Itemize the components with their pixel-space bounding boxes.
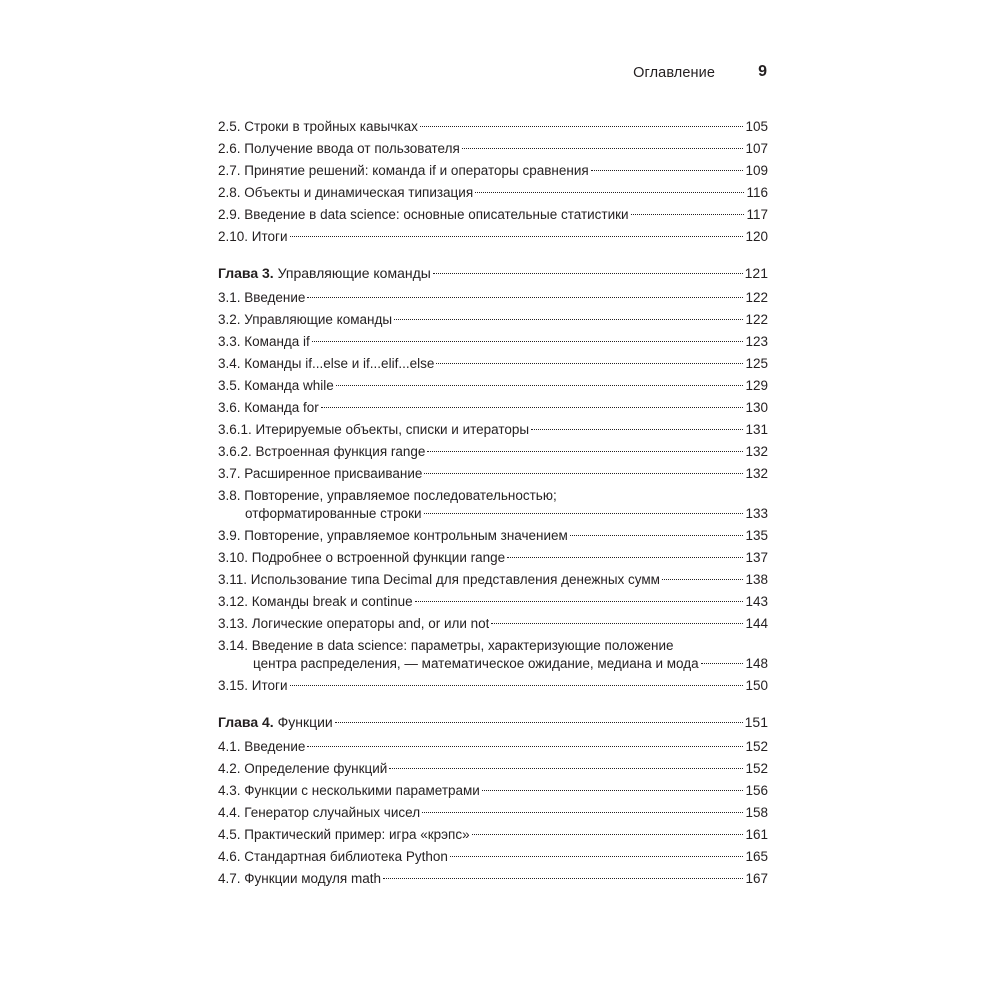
dot-leader xyxy=(415,601,744,602)
toc-entry-line xyxy=(218,525,768,547)
toc-entry-number: 2.9. xyxy=(218,207,241,222)
toc-chapter-entry[interactable] xyxy=(218,711,768,733)
dot-leader xyxy=(531,429,743,430)
toc-entry-page: 131 xyxy=(745,422,768,437)
toc-entry-page: 161 xyxy=(745,827,768,842)
toc-entry-number: 2.5. xyxy=(218,119,241,134)
dot-leader xyxy=(335,722,743,723)
toc-section-entry[interactable] xyxy=(218,846,768,868)
dot-leader xyxy=(436,363,743,364)
toc-entry-number: 3.4. xyxy=(218,356,241,371)
toc-entry-page: 107 xyxy=(745,141,768,156)
toc-entry-line xyxy=(218,375,768,397)
toc-entry-line xyxy=(218,637,768,655)
toc-entry-title: Расширенное присваивание xyxy=(244,466,423,481)
toc-entry-page: 116 xyxy=(746,185,768,200)
toc-section-entry[interactable] xyxy=(218,758,768,780)
toc-entry-page: 122 xyxy=(745,312,768,327)
toc-entry-number: 3.9. xyxy=(218,528,241,543)
toc-section-entry[interactable] xyxy=(218,160,768,182)
toc-entry-title: Функции xyxy=(277,714,333,730)
toc-entry-title: Повторение, управляемое последовательностью; xyxy=(244,488,557,503)
toc-section-entry[interactable] xyxy=(218,569,768,591)
dot-leader xyxy=(321,407,744,408)
toc-section-entry[interactable] xyxy=(218,226,768,248)
toc-entry-title: Введение xyxy=(244,739,306,754)
toc-entry-number: 3.5. xyxy=(218,378,241,393)
table-of-contents xyxy=(218,116,768,890)
toc-entry-title: Стандартная библиотека Python xyxy=(244,849,448,864)
toc-entry-number: 3.2. xyxy=(218,312,241,327)
toc-entry-page: 132 xyxy=(745,444,768,459)
toc-section-entry[interactable] xyxy=(218,116,768,138)
toc-entry-line xyxy=(218,547,768,569)
toc-entry-page: 165 xyxy=(745,849,768,864)
dot-leader xyxy=(307,746,743,747)
toc-entry-number: 3.12. xyxy=(218,594,249,609)
toc-entry-page: 152 xyxy=(745,739,768,754)
toc-entry-page: 133 xyxy=(745,506,768,521)
dot-leader xyxy=(389,768,743,769)
toc-entry-page: 151 xyxy=(744,714,768,730)
dot-leader xyxy=(462,148,744,149)
toc-entry-title: Итоги xyxy=(251,678,288,693)
running-title: Оглавление xyxy=(633,65,715,81)
toc-entry-page: 152 xyxy=(745,761,768,776)
toc-entry-title: Подробнее о встроенной функции range xyxy=(251,550,506,565)
toc-entry-number: 3.14. xyxy=(218,638,249,653)
toc-entry-title: Принятие решений: команда if и операторы сравнения xyxy=(244,163,589,178)
toc-entry-title: Команды if...else и if...elif...else xyxy=(244,356,435,371)
dot-leader xyxy=(336,385,744,386)
toc-entry-line xyxy=(218,824,768,846)
toc-entry-page: 150 xyxy=(745,678,768,693)
dot-leader xyxy=(450,856,744,857)
toc-entry-number: 4.6. xyxy=(218,849,241,864)
toc-entry-line xyxy=(218,780,768,802)
toc-entry-line xyxy=(218,138,768,160)
toc-subsection-entry[interactable] xyxy=(218,419,768,441)
dot-leader xyxy=(424,513,744,514)
toc-entry-number: 2.10. xyxy=(218,229,249,244)
toc-entry-line xyxy=(218,262,768,284)
toc-entry-title: Встроенная функция range xyxy=(255,444,426,459)
dot-leader xyxy=(472,834,744,835)
toc-entry-line xyxy=(218,505,768,523)
toc-section-entry[interactable] xyxy=(218,802,768,824)
toc-entry-title: Получение ввода от пользователя xyxy=(244,141,460,156)
toc-section-entry[interactable] xyxy=(218,824,768,846)
toc-entry-line xyxy=(218,287,768,309)
dot-leader xyxy=(427,451,743,452)
toc-entry-title: Строки в тройных кавычках xyxy=(244,119,418,134)
page-header xyxy=(0,63,1000,85)
toc-entry-page: 167 xyxy=(745,871,768,886)
toc-entry-page: 132 xyxy=(745,466,768,481)
toc-entry-number: 3.7. xyxy=(218,466,241,481)
toc-entry-page: 120 xyxy=(745,229,768,244)
toc-entry-title: Команда if xyxy=(244,334,310,349)
toc-section-entry[interactable] xyxy=(218,547,768,569)
toc-entry-line xyxy=(218,846,768,868)
toc-entry-line xyxy=(218,419,768,441)
toc-entry-page: 117 xyxy=(746,207,768,222)
toc-entry-line xyxy=(218,441,768,463)
toc-entry-line xyxy=(218,182,768,204)
toc-section-entry[interactable] xyxy=(218,331,768,353)
toc-section-entry[interactable] xyxy=(218,525,768,547)
toc-entry-line xyxy=(218,309,768,331)
toc-subsection-entry[interactable] xyxy=(218,441,768,463)
toc-entry-number: 3.3. xyxy=(218,334,241,349)
toc-section-entry[interactable] xyxy=(218,463,768,485)
toc-entry-line xyxy=(218,204,768,226)
toc-entry-number: 4.3. xyxy=(218,783,241,798)
toc-chapter-entry[interactable] xyxy=(218,262,768,284)
toc-entry-title: Генератор случайных чисел xyxy=(244,805,421,820)
toc-entry-line xyxy=(218,758,768,780)
dot-leader xyxy=(570,535,744,536)
toc-section-entry[interactable] xyxy=(218,204,768,226)
toc-entry-title: Практический пример: игра «крэпс» xyxy=(244,827,470,842)
page-number: 9 xyxy=(758,63,767,80)
toc-entry-line xyxy=(218,487,768,505)
toc-entry-line xyxy=(218,353,768,375)
toc-section-entry[interactable] xyxy=(218,182,768,204)
toc-entry-number: 4.2. xyxy=(218,761,241,776)
toc-entry-number: 2.7. xyxy=(218,163,241,178)
toc-section-entry[interactable] xyxy=(218,485,768,525)
dot-leader xyxy=(312,341,744,342)
toc-entry-number: 3.11. xyxy=(218,572,248,587)
toc-entry-title: Команды break и continue xyxy=(251,594,413,609)
dot-leader xyxy=(662,579,744,580)
toc-entry-line xyxy=(218,736,768,758)
dot-leader xyxy=(475,192,744,193)
dot-leader xyxy=(383,878,743,879)
toc-entry-number: 3.1. xyxy=(218,290,241,305)
toc-entry-title: Команда for xyxy=(244,400,319,415)
toc-section-entry[interactable] xyxy=(218,736,768,758)
toc-entry-line xyxy=(218,569,768,591)
dot-leader xyxy=(307,297,743,298)
toc-entry-number: 3.15. xyxy=(218,678,249,693)
toc-entry-page: 156 xyxy=(745,783,768,798)
toc-section-entry[interactable] xyxy=(218,613,768,635)
dot-leader xyxy=(507,557,743,558)
toc-entry-line xyxy=(218,613,768,635)
toc-entry-page: 135 xyxy=(745,528,768,543)
dot-leader xyxy=(422,812,743,813)
toc-entry-title: Введение xyxy=(244,290,306,305)
toc-entry-page: 109 xyxy=(745,163,768,178)
toc-entry-line xyxy=(218,226,768,248)
toc-section-entry[interactable] xyxy=(218,868,768,890)
toc-entry-page: 105 xyxy=(745,119,768,134)
dot-leader xyxy=(491,623,743,624)
toc-entry-line xyxy=(218,711,768,733)
toc-section-entry[interactable] xyxy=(218,780,768,802)
toc-entry-number: 3.6. xyxy=(218,400,241,415)
toc-entry-title: Итерируемые объекты, списки и итераторы xyxy=(255,422,530,437)
dot-leader xyxy=(424,473,743,474)
toc-entry-title: Объекты и динамическая типизация xyxy=(244,185,474,200)
toc-entry-page: 137 xyxy=(745,550,768,565)
toc-entry-page: 125 xyxy=(745,356,768,371)
toc-entry-page: 121 xyxy=(744,265,768,281)
toc-entry-number: 4.1. xyxy=(218,739,241,754)
toc-section-entry[interactable] xyxy=(218,287,768,309)
dot-leader xyxy=(701,663,744,664)
toc-entry-title: Функции с несколькими параметрами xyxy=(244,783,480,798)
toc-entry-number: 4.5. xyxy=(218,827,241,842)
dot-leader xyxy=(482,790,744,791)
toc-entry-title: Использование типа Decimal для представления денежных сумм xyxy=(250,572,660,587)
toc-entry-title: Функции модуля math xyxy=(244,871,382,886)
toc-entry-page: 130 xyxy=(745,400,768,415)
toc-entry-number: Глава 4. xyxy=(218,714,274,730)
toc-section-entry[interactable] xyxy=(218,138,768,160)
toc-entry-title: Управляющие команды xyxy=(244,312,393,327)
toc-section-entry[interactable] xyxy=(218,635,768,675)
dot-leader xyxy=(591,170,744,171)
toc-section-entry[interactable] xyxy=(218,353,768,375)
toc-section-entry[interactable] xyxy=(218,591,768,613)
dot-leader xyxy=(631,214,745,215)
dot-leader xyxy=(290,236,744,237)
toc-section-entry[interactable] xyxy=(218,309,768,331)
toc-entry-page: 144 xyxy=(745,616,768,631)
toc-entry-title: Итоги xyxy=(251,229,288,244)
toc-entry-title: Определение функций xyxy=(244,761,388,776)
toc-entry-number: 3.13. xyxy=(218,616,249,631)
toc-entry-page: 122 xyxy=(745,290,768,305)
toc-section-entry[interactable] xyxy=(218,675,768,697)
toc-entry-page: 129 xyxy=(745,378,768,393)
toc-entry-page: 123 xyxy=(745,334,768,349)
toc-entry-title: отформатированные строки xyxy=(245,506,422,521)
toc-entry-line xyxy=(218,331,768,353)
toc-entry-number: 3.6.1. xyxy=(218,422,252,437)
dot-leader xyxy=(394,319,743,320)
toc-entry-line xyxy=(218,802,768,824)
toc-entry-line xyxy=(218,868,768,890)
toc-entry-title: Команда while xyxy=(244,378,334,393)
toc-entry-title: Логические операторы and, or или not xyxy=(251,616,490,631)
toc-entry-page: 143 xyxy=(745,594,768,609)
toc-entry-page: 138 xyxy=(745,572,768,587)
dot-leader xyxy=(433,273,743,274)
dot-leader xyxy=(290,685,744,686)
toc-entry-number: 4.7. xyxy=(218,871,241,886)
toc-entry-title: Введение в data science: основные описательные статистики xyxy=(244,207,629,222)
toc-entry-line xyxy=(218,397,768,419)
toc-entry-number: 2.6. xyxy=(218,141,241,156)
toc-entry-line xyxy=(218,463,768,485)
toc-entry-number: Глава 3. xyxy=(218,265,274,281)
toc-entry-line xyxy=(218,591,768,613)
toc-entry-number: 3.8. xyxy=(218,488,241,503)
toc-entry-page: 158 xyxy=(745,805,768,820)
toc-entry-number: 4.4. xyxy=(218,805,241,820)
toc-entry-title: Управляющие команды xyxy=(277,265,431,281)
toc-entry-number: 3.6.2. xyxy=(218,444,252,459)
toc-entry-number: 2.8. xyxy=(218,185,241,200)
toc-section-entry[interactable] xyxy=(218,375,768,397)
toc-entry-line xyxy=(218,116,768,138)
toc-entry-title: центра распределения, — математическое ожидание, медиана и мода xyxy=(253,656,699,671)
toc-entry-number: 3.10. xyxy=(218,550,249,565)
toc-entry-line xyxy=(218,655,768,673)
toc-entry-line xyxy=(218,160,768,182)
toc-section-entry[interactable] xyxy=(218,397,768,419)
toc-entry-title: Повторение, управляемое контрольным значением xyxy=(244,528,568,543)
toc-entry-line xyxy=(218,675,768,697)
toc-entry-page: 148 xyxy=(745,656,768,671)
dot-leader xyxy=(420,126,744,127)
toc-entry-title: Введение в data science: параметры, характеризующие положение xyxy=(251,638,674,653)
